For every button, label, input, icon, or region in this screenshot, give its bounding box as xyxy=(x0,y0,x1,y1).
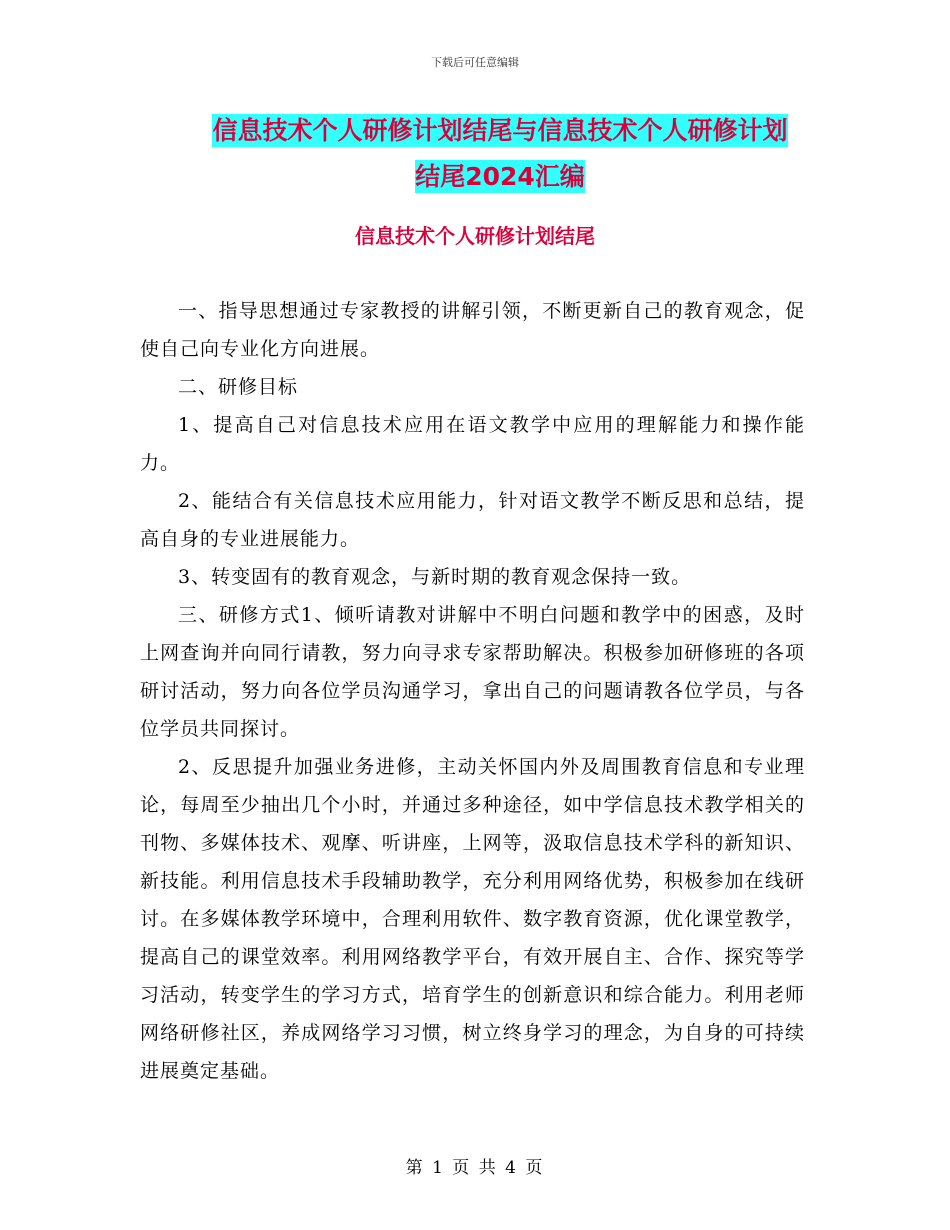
section-title: 信息技术个人研修计划结尾 xyxy=(355,224,595,248)
paragraph-reflection: 2、反思提升加强业务进修，主动关怀国内外及周围教育信息和专业理论，每周至少抽出几个小时，并通过多种途径，如中学信息技术教学相关的刊物、多媒体技术、观摩、听讲座，上网等，汲取信息技术学科的新知识、新技能。利用信息技术手段辅助教学，充分利用网络优势，积极参加在线研讨。在多媒体教学环境中，合理利用软件、数字教育资源，优化课堂教学，提高自己的课堂效率。利用网络教学平台，有效开展自主、合作、探究等学习活动，转变学生的学习方式，培育学生的创新意识和综合能力。利用老师网络研修社区，养成网络学习习惯，树立终身学习的理念，为自身的可持续进展奠定基础。 xyxy=(140,756,805,1082)
body-text xyxy=(140,292,805,1090)
document-title-line-2: 结尾2024汇编 xyxy=(415,162,585,191)
document-title-line-1: 信息技术个人研修计划结尾与信息技术个人研修计划 xyxy=(212,116,788,145)
paragraph-goal-3: 3、转变固有的教育观念，与新时期的教育观念保持一致。 xyxy=(178,566,692,588)
paragraph-goal-1: 1、提高自己对信息技术应用在语文教学中应用的理解能力和操作能力。 xyxy=(140,414,805,474)
paragraph-goal-2: 2、能结合有关信息技术应用能力，针对语文教学不断反思和总结，提高自身的专业进展能力。 xyxy=(140,490,805,550)
paragraph-methods: 三、研修方式1、倾听请教对讲解中不明白问题和教学中的困惑，及时上网查询并向同行请教，努力向寻求专家帮助解决。积极参加研修班的各项研讨活动，努力向各位学员沟通学习，拿出自己的问题请教各位学员，与各位学员共同探讨。 xyxy=(140,604,805,740)
paragraph-guiding-ideology: 一、指导思想通过专家教授的讲解引领，不断更新自己的教育观念，促使自己向专业化方向进展。 xyxy=(140,300,805,360)
document-title xyxy=(150,108,850,200)
page-footer: 第 1 页 共 4 页 xyxy=(405,1158,545,1178)
page-header-note: 下载后可任意编辑 xyxy=(431,56,519,69)
paragraph-goals-heading: 二、研修目标 xyxy=(178,376,299,398)
